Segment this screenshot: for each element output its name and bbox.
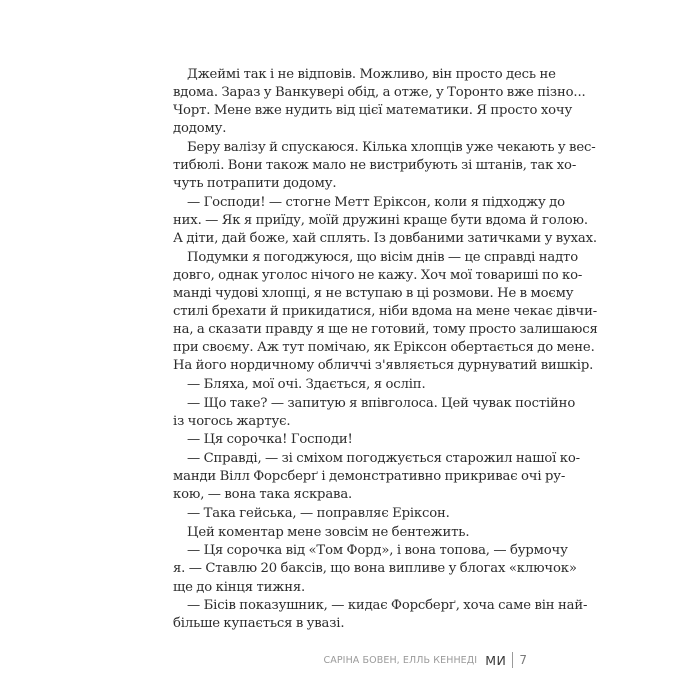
paragraph (173, 139, 596, 193)
text-line: манді чудові хлопці, я не вступаю в ці розмови. Не в моєму (173, 285, 574, 301)
text-line: А діти, дай боже, хай сплять. Із довбаними затичками у вухах. (173, 231, 597, 247)
paragraph (173, 542, 577, 596)
footer-authors: САРІНА БОВЕН, ЕЛЛЬ КЕННЕДІ (323, 654, 478, 666)
text-line: на, а сказати правду я ще не готовий, тому просто залишаюся (173, 322, 598, 338)
text-line: — Ця сорочка! Господи! (187, 432, 353, 448)
text-line: ще до кінця тижня. (173, 579, 306, 595)
text-line: — Що таке? — запитую я впівголоса. Цей чувак постійно (187, 395, 576, 411)
paragraph (173, 597, 588, 633)
text-line: Беру валізу й спускаюся. Кілька хлопців уже чекають у вес- (187, 139, 596, 155)
text-line: вдома. Зараз у Ванкувері обід, а отже, у Торонто вже пізно... (173, 85, 586, 101)
text-line: них. — Як я приїду, моїй дружині краще бути вдома й голою. (173, 212, 588, 228)
paragraph (173, 66, 586, 138)
text-line: Подумки я погоджуюся, що вісім днів — це справді надто (187, 249, 578, 265)
paragraph (173, 376, 527, 394)
paragraph (173, 395, 576, 431)
page-footer (0, 650, 527, 670)
paragraph (173, 450, 580, 504)
page-number: 7 (519, 653, 527, 667)
text-line: — Справді, — зі сміхом погоджується старожил нашої ко- (187, 451, 580, 467)
paragraph (173, 431, 527, 449)
body-text (173, 66, 598, 634)
text-line: — Бісів показушник, — кидає Форсберґ, хоча саме він най- (187, 598, 588, 614)
paragraph (173, 505, 527, 523)
footer-separator (512, 652, 513, 668)
text-line: я. — Ставлю 20 баксів, що вона випливе у блогах «ключок» (173, 561, 577, 577)
text-line: чуть потрапити додому. (173, 176, 337, 192)
footer-book-title: МИ (485, 652, 507, 668)
paragraph (173, 249, 598, 376)
text-line: додому. (173, 121, 227, 137)
text-line: тибюлі. Вони також мало не вистрибують зі штанів, так хо- (173, 158, 577, 174)
text-line: — Бляха, мої очі. Здається, я осліп. (187, 376, 426, 392)
text-line: — Ця сорочка від «Том Форд», і вона топова, — бурмочу (187, 543, 568, 559)
paragraph (173, 524, 527, 542)
text-line: Чорт. Мене вже нудить від цієї математики. Я просто хочу (173, 103, 573, 119)
text-line: із чогось жартує. (173, 413, 291, 429)
text-line: при своєму. Аж тут помічаю, як Еріксон обертається до мене. (173, 340, 595, 356)
paragraph (173, 194, 597, 248)
text-line: манди Вілл Форсберґ і демонстративно прикриває очі ру- (173, 469, 566, 485)
text-line: — Господи! — стогне Метт Еріксон, коли я підходжу до (187, 194, 565, 210)
text-line: Цей коментар мене зовсім не бентежить. (187, 524, 470, 540)
text-line: довго, однак уголос нічого не кажу. Хоч мої товариші по ко- (173, 267, 583, 283)
text-line: На його нордичному обличчі з'являється дурнуватий вишкір. (173, 358, 594, 374)
text-line: більше купається в увазі. (173, 616, 345, 632)
text-line: Джеймі так і не відповів. Можливо, він просто десь не (187, 67, 556, 82)
text-line: — Така гейська, — поправляє Еріксон. (187, 506, 450, 521)
text-line: кою, — вона така яскрава. (173, 487, 353, 503)
text-line: стилі брехати й прикидатися, ніби вдома на мене чекає дівчи- (173, 304, 598, 319)
